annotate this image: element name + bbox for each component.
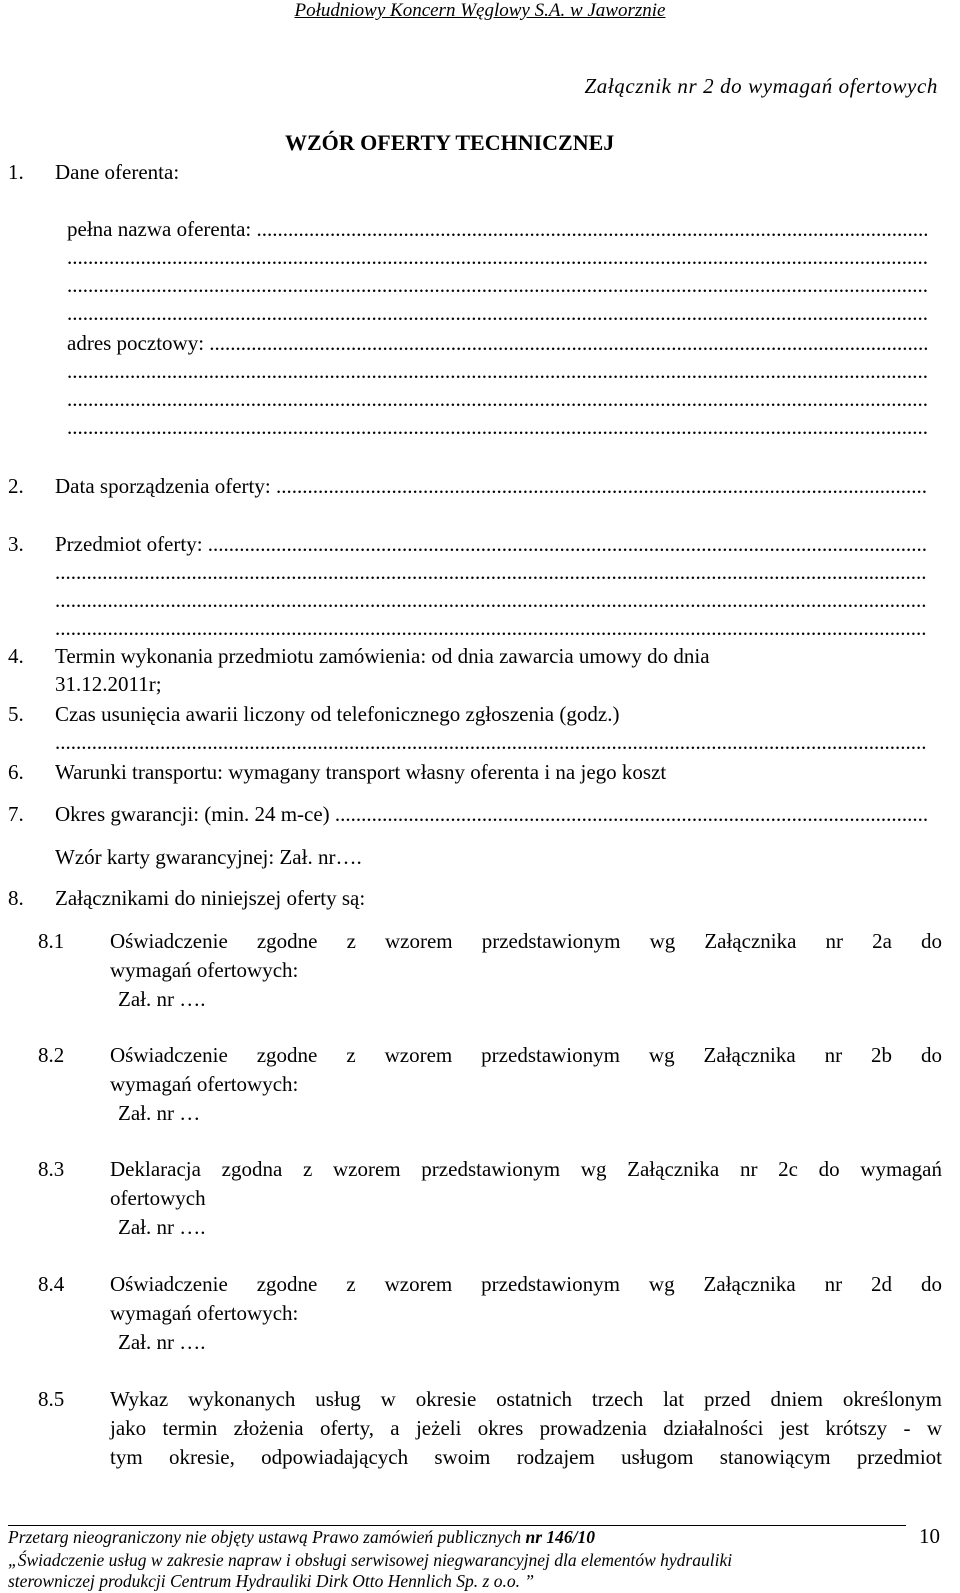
annex-label: Załącznik nr 2 do wymagań ofertowych	[584, 74, 938, 98]
section-1-label: Dane oferenta:	[55, 160, 180, 184]
attachment-ref: Zał. nr ….	[118, 1215, 206, 1239]
section-3-number: 3.	[8, 532, 24, 556]
attachment-text: wymagań ofertowych:	[110, 1072, 299, 1096]
page-number: 10	[919, 1524, 940, 1548]
offer-subject-field[interactable]	[55, 532, 927, 557]
warranty-field[interactable]	[55, 802, 927, 827]
full-name-line[interactable]	[67, 245, 927, 270]
attachment-text: Oświadczenie zgodne z wzorem przedstawionym wg Załącznika nr 2b do	[110, 1043, 942, 1067]
address-line[interactable]	[67, 387, 927, 412]
offer-date-field[interactable]	[55, 474, 927, 499]
attachment-number: 8.4	[38, 1272, 65, 1296]
full-name-line[interactable]	[67, 273, 927, 298]
attachment-text: wymagań ofertowych:	[110, 958, 299, 982]
attachment-number: 8.2	[38, 1043, 65, 1067]
section-8-number: 8.	[8, 886, 24, 910]
section-4-number: 4.	[8, 644, 24, 668]
offer-subject-line[interactable]	[55, 616, 927, 641]
section-6-label: Warunki transportu: wymagany transport własny oferenta i na jego koszt	[55, 760, 667, 784]
address-line[interactable]	[67, 359, 927, 384]
footer-rule	[8, 1525, 906, 1526]
section-1-number: 1.	[8, 160, 24, 184]
offer-subject-line[interactable]	[55, 560, 927, 585]
attachment-number: 8.1	[38, 929, 65, 953]
document-title: WZÓR OFERTY TECHNICZNEJ	[285, 130, 615, 155]
page-header: Południowy Koncern Węglowy S.A. w Jaworznie	[294, 0, 666, 21]
address-line[interactable]	[67, 415, 927, 440]
full-name-field[interactable]	[67, 217, 927, 242]
attachment-text: jako termin złożenia oferty, a jeżeli okres prowadzenia działalności jest krótszy - w	[110, 1416, 942, 1440]
attachment-text: wymagań ofertowych:	[110, 1301, 299, 1325]
warranty-label: Okres gwarancji: (min. 24 m-ce)	[55, 802, 330, 826]
attachment-text: Deklaracja zgodna z wzorem przedstawionym wg Załącznika nr 2c do wymagań	[110, 1157, 942, 1181]
attachment-number: 8.3	[38, 1157, 65, 1181]
attachment-text: Oświadczenie zgodne z wzorem przedstawionym wg Załącznika nr 2a do	[110, 929, 942, 953]
address-label: adres pocztowy:	[67, 331, 205, 355]
attachment-text: Wykaz wykonanych usług w okresie ostatnich trzech lat przed dniem określonym	[110, 1387, 942, 1411]
section-4-text: Termin wykonania przedmiotu zamówienia: od dnia zawarcia umowy do dnia	[55, 644, 710, 668]
offer-subject-label: Przedmiot oferty:	[55, 532, 203, 556]
footer-tender-info	[8, 1527, 595, 1548]
offer-date-label: Data sporządzenia oferty:	[55, 474, 271, 498]
footer-subject-line-2: sterowniczej produkcji Centrum Hydrauliki Dirk Otto Hennlich Sp. z o.o. ”	[8, 1571, 535, 1591]
attachment-text: ofertowych	[110, 1186, 206, 1210]
section-8-label: Załącznikami do niniejszej oferty są:	[55, 886, 366, 910]
footer-subject-line-1: „Świadczenie usług w zakresie napraw i obsługi serwisowej niegwarancyjnej dla elementów hydrauliki	[8, 1550, 733, 1570]
section-2-number: 2.	[8, 474, 24, 498]
attachment-ref: Zał. nr ….	[118, 1330, 206, 1354]
attachment-text: Oświadczenie zgodne z wzorem przedstawionym wg Załącznika nr 2d do	[110, 1272, 942, 1296]
footer-tender-number: nr 146/10	[525, 1527, 596, 1547]
attachment-number: 8.5	[38, 1387, 65, 1411]
section-7-number: 7.	[8, 802, 24, 826]
warranty-card-ref: Wzór karty gwarancyjnej: Zał. nr….	[55, 845, 362, 869]
address-field[interactable]	[67, 331, 927, 356]
footer-tender-text: Przetarg nieograniczony nie objęty ustawą Prawo zamówień publicznych	[8, 1527, 526, 1547]
section-4-date: 31.12.2011r;	[55, 672, 162, 696]
repair-time-field[interactable]	[55, 730, 927, 755]
offer-subject-line[interactable]	[55, 588, 927, 613]
section-6-number: 6.	[8, 760, 24, 784]
attachment-text: tym okresie, odpowiadających swoim rodzajem usługom stanowiącym przedmiot	[110, 1445, 942, 1469]
section-5-number: 5.	[8, 702, 24, 726]
attachment-ref: Zał. nr ….	[118, 987, 206, 1011]
full-name-line[interactable]	[67, 301, 927, 326]
full-name-label: pełna nazwa oferenta:	[67, 217, 252, 241]
attachment-ref: Zał. nr …	[118, 1101, 201, 1125]
section-5-label: Czas usunięcia awarii liczony od telefonicznego zgłoszenia (godz.)	[55, 702, 620, 726]
